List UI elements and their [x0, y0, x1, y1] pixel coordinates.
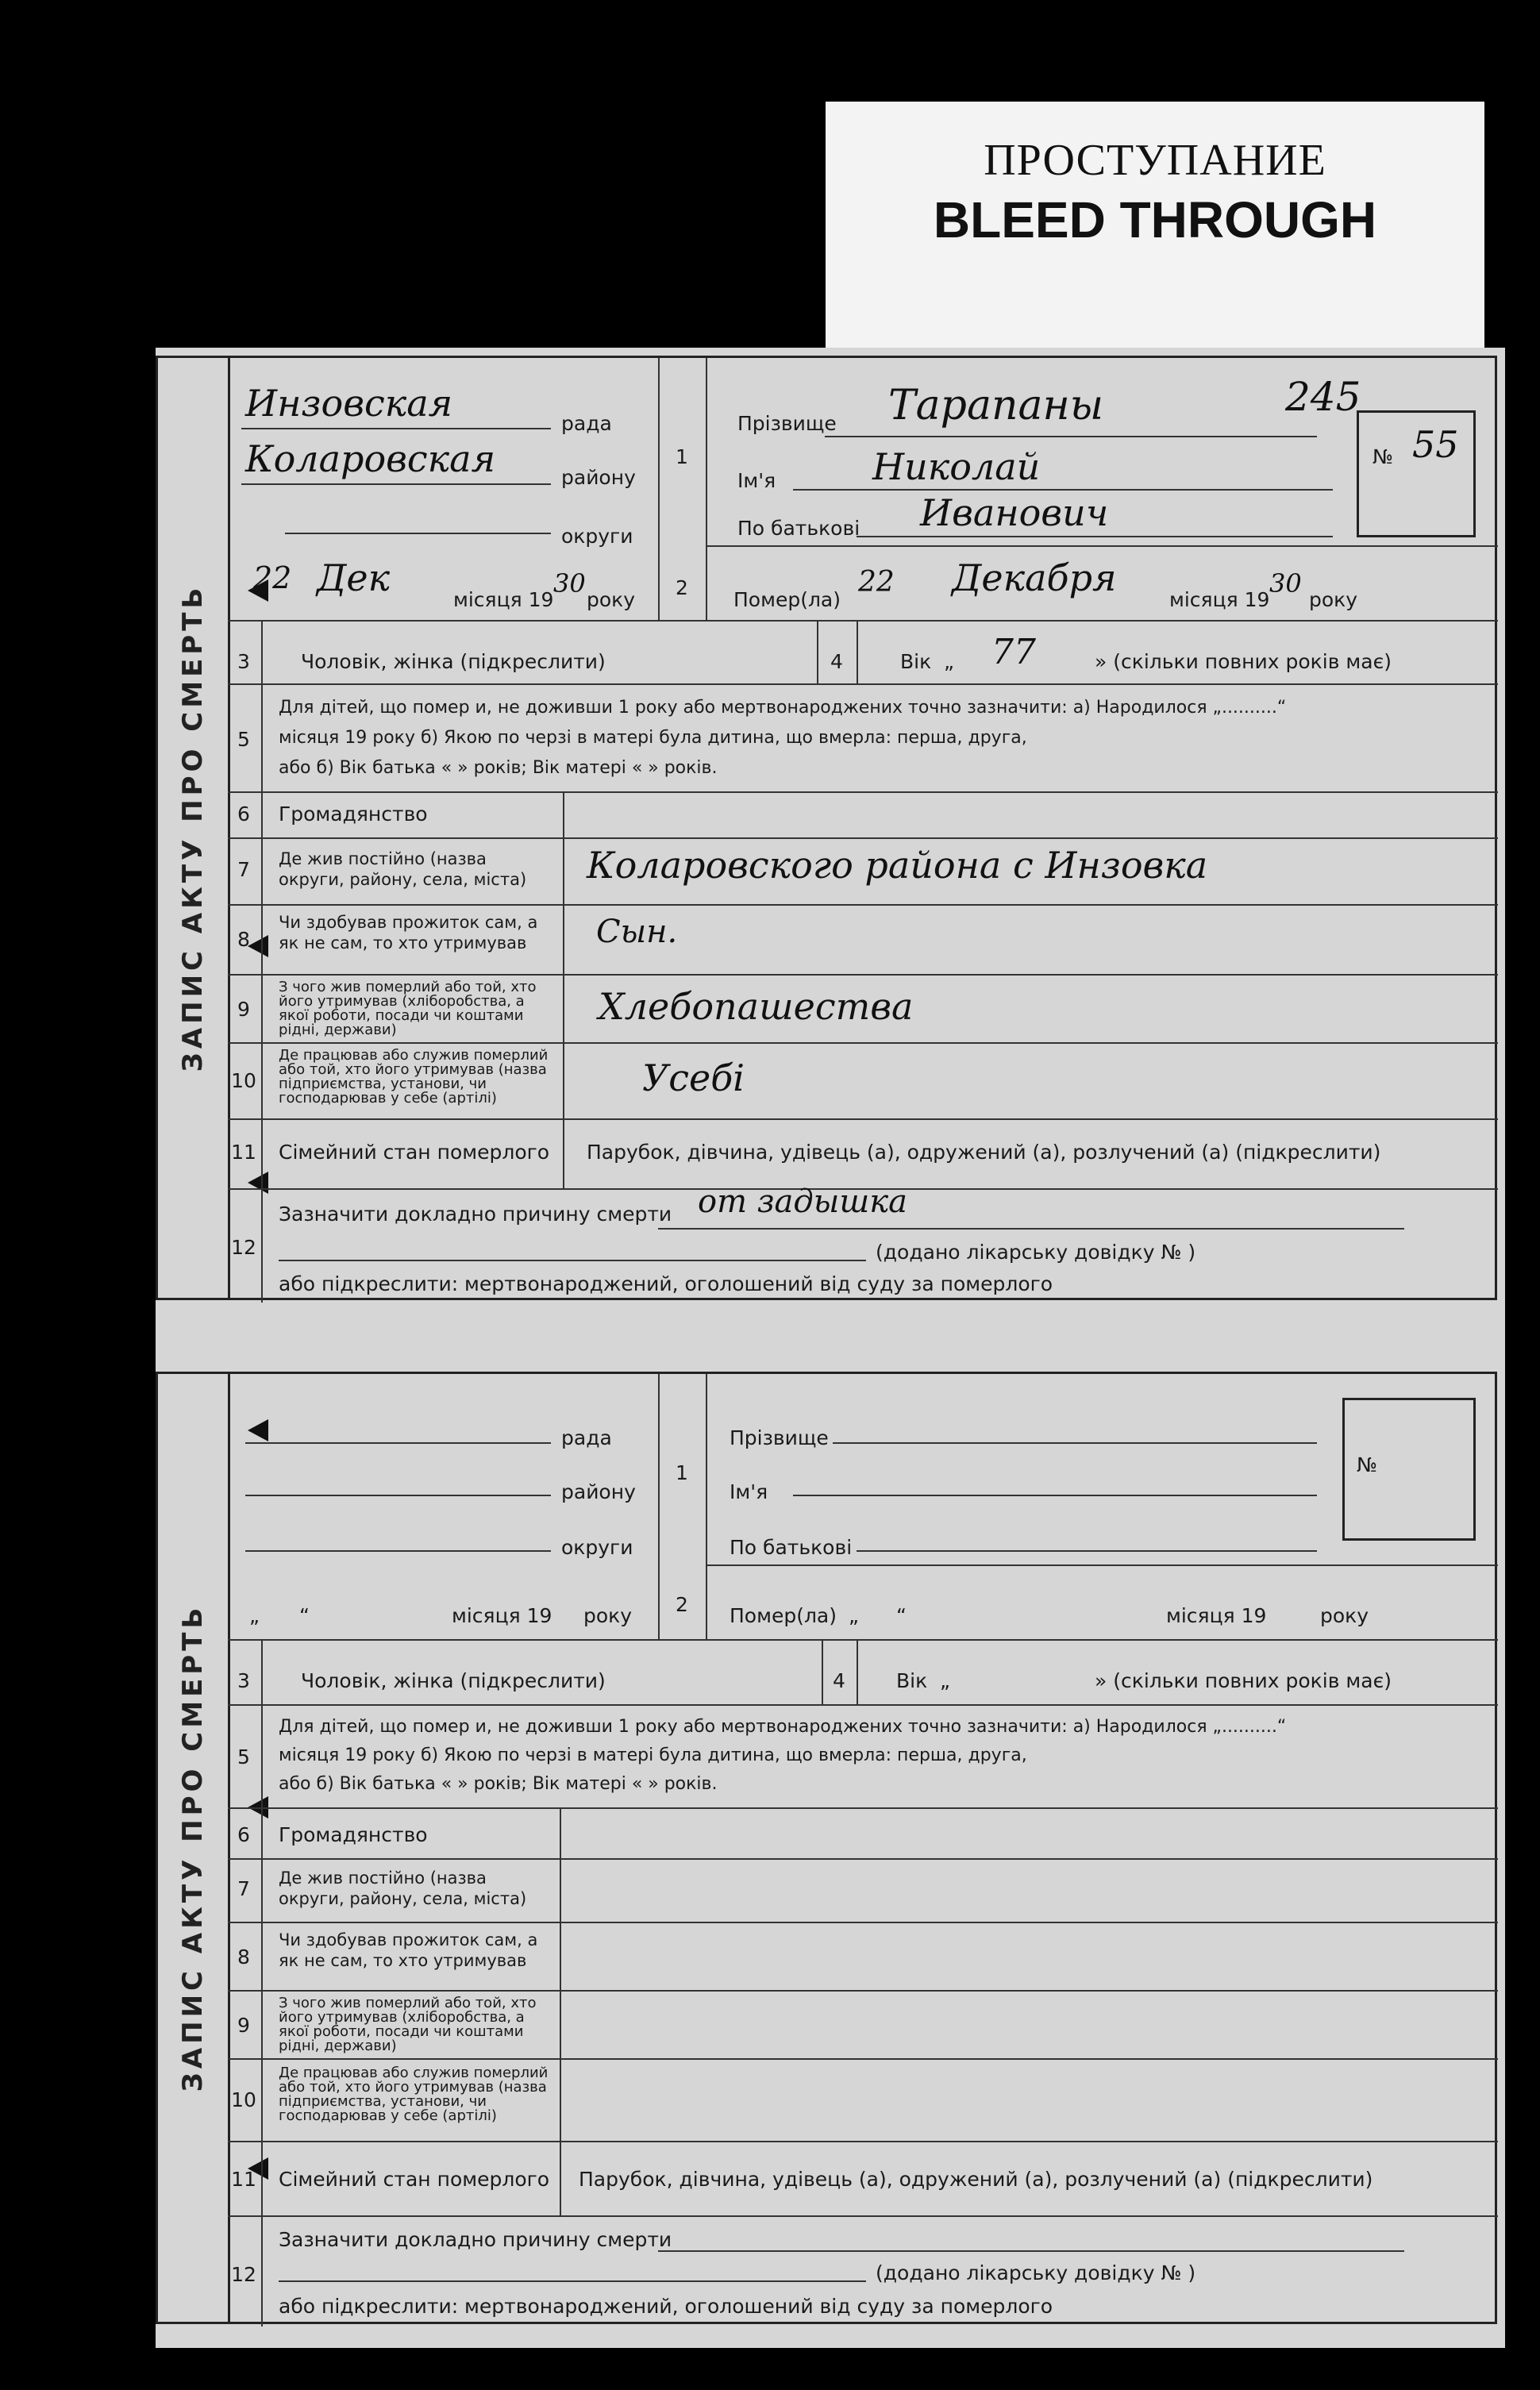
row-number: 7	[237, 858, 250, 881]
row-number: 12	[231, 1236, 256, 1259]
marital-options: Парубок, дівчина, удівець (а), одружений (а), розлучений (а) (підкреслити)	[579, 2168, 1373, 2191]
residence-label: Де жив постійно (назва округи, району, села, міста)	[279, 1869, 527, 1908]
marital-options: Парубок, дівчина, удівець (а), одружений (а), розлучений (а) (підкреслити)	[587, 1141, 1381, 1164]
form-title: ЗАПИС АКТУ ПРО СМЕРТЬ	[177, 583, 209, 1072]
residence-label: Де жив постійно (назва округи, району, села, міста)	[279, 849, 527, 889]
row-number: 8	[237, 1945, 250, 1969]
form-title: ЗАПИС АКТУ ПРО СМЕРТЬ	[177, 1603, 209, 2092]
cause-label: Зазначити докладно причину смерти	[279, 2228, 672, 2251]
form-sidebar	[158, 358, 230, 1298]
citizenship-label: Громадянство	[279, 1823, 428, 1846]
death-roku-label: року	[1309, 588, 1358, 611]
record-no-value: 55	[1412, 423, 1459, 466]
reg-month: Дек	[317, 556, 391, 599]
workplace-label: Де працював або служив померлий або той, хто його утримував (назва підприємства, установи, чи господарював у себе (артілі)	[279, 1047, 549, 1106]
children-line-1: Для дітей, що помер и, не доживши 1 року або мертвонароджених точно зазначити: а) Народилося „..........“	[279, 1717, 1287, 1737]
surname-label: Прізвище	[737, 412, 837, 435]
label-line-ru: ПРОСТУПАНИЕ	[984, 136, 1326, 185]
row-number: 11	[231, 1141, 256, 1164]
cause-value: от задышка	[698, 1183, 907, 1220]
row-number: 7	[237, 1877, 250, 1900]
death-date-label: Помер(ла)	[730, 1604, 837, 1627]
death-month-label: місяця 19	[1169, 588, 1270, 611]
name-label: Ім'я	[737, 469, 776, 492]
age-label: Вік	[900, 650, 932, 673]
raion-label: району	[561, 466, 636, 489]
patronymic-value: Иванович	[920, 491, 1109, 534]
record-no-label: №	[1373, 445, 1394, 468]
row-number: 6	[237, 802, 250, 826]
stillborn-label: або підкреслити: мертвонароджений, оголошений від суду за померлого	[279, 1272, 1053, 1295]
raion-value: Коларовская	[245, 437, 496, 480]
age-label: Вік	[896, 1669, 928, 1692]
name-value: Николай	[872, 445, 1041, 488]
marital-label: Сімейний стан померлого	[279, 1141, 550, 1164]
reg-month-label: місяця 19	[452, 1604, 552, 1627]
reg-date-open: „	[249, 1604, 260, 1627]
death-record-form-1	[156, 356, 1497, 1300]
support-value: Сын.	[596, 914, 678, 950]
row-number: 9	[237, 998, 250, 1021]
row-number: 4	[830, 650, 843, 673]
support-label: Чи здобував прожиток сам, а як не сам, то хто утримував	[279, 913, 538, 953]
cert-label: (додано лікарську довідку № )	[876, 1241, 1196, 1264]
patronymic-label: По батькові	[737, 517, 860, 540]
surname-value: Тарапаны	[888, 382, 1104, 429]
stillborn-label: або підкреслити: мертвонароджений, оголошений від суду за померлого	[279, 2295, 1053, 2318]
document-page	[156, 348, 1505, 2348]
rada-label: рада	[561, 412, 612, 435]
bleed-through-label	[826, 102, 1484, 364]
age-suffix: » (скільки повних років має)	[1095, 650, 1392, 673]
age-value: 77	[991, 632, 1036, 672]
age-suffix: » (скільки повних років має)	[1095, 1669, 1392, 1692]
death-date-open: „	[849, 1604, 859, 1627]
row-number: 3	[237, 650, 250, 673]
death-month: Декабря	[952, 556, 1117, 599]
row-number: 1	[676, 445, 688, 468]
stamp-number: 245	[1285, 374, 1361, 420]
cert-label: (додано лікарську довідку № )	[876, 2261, 1196, 2284]
age-open-quote: „	[940, 1669, 950, 1692]
residence-value: Коларовского района с Инзовка	[587, 844, 1208, 887]
row-number: 11	[231, 2168, 256, 2191]
reg-roku-label: року	[587, 588, 636, 611]
children-line-2: місяця 19 року б) Якою по черзі в матері була дитина, що вмерла: перша, друга,	[279, 728, 1027, 748]
label-line-en: BLEED THROUGH	[933, 191, 1377, 248]
rada-value: Инзовская	[245, 382, 453, 425]
death-roku-label: року	[1320, 1604, 1369, 1627]
death-date-label: Помер(ла)	[733, 588, 841, 611]
sex-label: Чоловік, жінка (підкреслити)	[301, 650, 606, 673]
marital-label: Сімейний стан померлого	[279, 2168, 550, 2191]
cause-label: Зазначити докладно причину смерти	[279, 1203, 672, 1226]
children-line-2: місяця 19 року б) Якою по черзі в матері була дитина, що вмерла: перша, друга,	[279, 1745, 1027, 1765]
age-open-quote: „	[944, 650, 954, 673]
livelihood-label: З чого жив померлий або той, хто його утримував (хліборобства, а якої роботи, посади чи коштами рідні, держави)	[279, 979, 537, 1038]
row-number: 6	[237, 1823, 250, 1846]
livelihood-label: З чого жив померлий або той, хто його утримував (хліборобства, а якої роботи, посади чи коштами рідні, держави)	[279, 1995, 537, 2054]
workplace-value: Усебі	[642, 1056, 745, 1099]
death-day: 22	[858, 566, 895, 598]
death-month-label: місяця 19	[1166, 1604, 1267, 1627]
children-line-1: Для дітей, що помер и, не доживши 1 року або мертвонароджених точно зазначити: а) Народилося „..........“	[279, 698, 1287, 718]
row-number: 10	[231, 2088, 256, 2111]
row-number: 5	[237, 728, 250, 751]
row-number: 5	[237, 1745, 250, 1768]
children-line-3: або б) Вік батька « » років; Вік матері « » років.	[279, 758, 718, 778]
row-number: 1	[676, 1461, 688, 1484]
death-year: 30	[1269, 568, 1302, 598]
sex-label: Чоловік, жінка (підкреслити)	[301, 1669, 606, 1692]
reg-date-close: “	[299, 1604, 310, 1627]
reg-day: 22	[253, 560, 292, 595]
name-label: Ім'я	[730, 1480, 768, 1503]
form-sidebar	[158, 1374, 230, 2322]
citizenship-label: Громадянство	[279, 802, 428, 826]
row-number: 2	[676, 1593, 688, 1616]
reg-year: 30	[553, 568, 586, 598]
record-no-label: №	[1357, 1453, 1378, 1476]
livelihood-value: Хлебопашества	[599, 985, 914, 1028]
support-label: Чи здобував прожиток сам, а як не сам, то хто утримував	[279, 1930, 538, 1970]
row-number: 2	[676, 576, 688, 599]
okruhy-label: округи	[561, 1536, 633, 1559]
row-number: 4	[833, 1669, 845, 1692]
rada-label: рада	[561, 1426, 612, 1449]
death-record-form-2	[156, 1372, 1497, 2324]
row-number: 8	[237, 928, 250, 951]
patronymic-label: По батькові	[730, 1536, 853, 1559]
row-number: 3	[237, 1669, 250, 1692]
workplace-label: Де працював або служив померлий або той, хто його утримував (назва підприємства, установи, чи господарював у себе (артілі)	[279, 2065, 549, 2124]
raion-label: району	[561, 1480, 636, 1503]
row-number: 10	[231, 1069, 256, 1092]
reg-roku-label: року	[583, 1604, 633, 1627]
okruhy-label: округи	[561, 525, 633, 548]
children-line-3: або б) Вік батька « » років; Вік матері « » років.	[279, 1774, 718, 1794]
row-number: 9	[237, 2014, 250, 2037]
reg-month-label: місяця 19	[453, 588, 554, 611]
row-number: 12	[231, 2263, 256, 2286]
death-date-close: “	[896, 1604, 907, 1627]
surname-label: Прізвище	[730, 1426, 829, 1449]
